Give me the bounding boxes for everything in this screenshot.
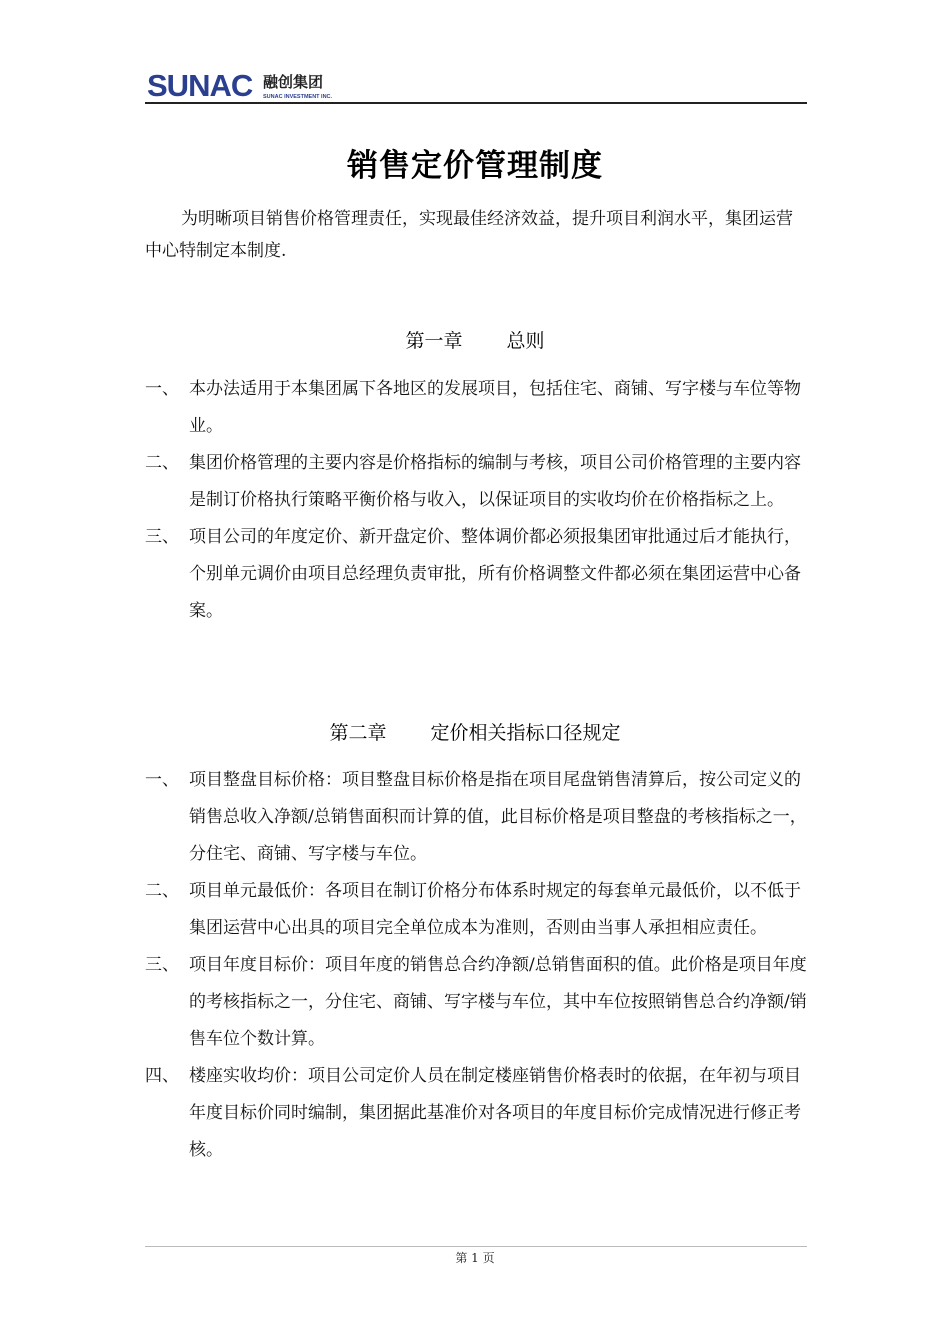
list-item: [145, 762, 807, 873]
chapter-2-items: [145, 762, 807, 1169]
page-number: 第 1 页: [455, 1251, 495, 1265]
item-number: 三、: [145, 527, 179, 547]
item-number: 四、: [145, 1066, 179, 1086]
item-text: 楼座实收均价：项目公司定价人员在制定楼座销售价格表时的依据，在年初与项目年度目标价同时编制，集团据此基准价对各项目的年度目标价完成情况进行修正考核。: [189, 1066, 801, 1160]
sunac-logo: [147, 68, 347, 102]
chapter-1-items: [145, 371, 807, 630]
svg-text:SUNAC: SUNAC: [147, 68, 253, 102]
item-text: 项目单元最低价：各项目在制订价格分布体系时规定的每套单元最低价，以不低于集团运营中心出具的项目完全单位成本为准则，否则由当事人承担相应责任。: [189, 881, 801, 938]
list-item: [145, 519, 807, 630]
svg-text:SUNAC INVESTMENT INC.: SUNAC INVESTMENT INC.: [263, 94, 333, 100]
svg-text:融创集团: 融创集团: [263, 73, 324, 91]
chapter-2-number: 第二章: [329, 722, 387, 744]
chapter-2-name: 定价相关指标口径规定: [430, 722, 621, 744]
item-number: 三、: [145, 955, 179, 975]
chapter-1-number: 第一章: [405, 330, 463, 352]
list-item: [145, 445, 807, 519]
chapter-1-name: 总则: [506, 330, 545, 352]
chapter-1-heading: [0, 326, 950, 353]
item-number: 二、: [145, 881, 179, 901]
intro-paragraph: 为明晰项目销售价格管理责任，实现最佳经济效益，提升项目利润水平，集团运营中心特制定本制度.: [145, 209, 793, 261]
list-item: [145, 947, 807, 1058]
item-number: 一、: [145, 770, 179, 790]
item-number: 一、: [145, 379, 179, 399]
item-text: 项目整盘目标价格：项目整盘目标价格是指在项目尾盘销售清算后，按公司定义的销售总收入净额/总销售面积而计算的值，此目标价格是项目整盘的考核指标之一，分住宅、商铺、写字楼与车位。: [189, 770, 807, 864]
chapter-2-heading: [0, 718, 950, 745]
item-text: 项目公司的年度定价、新开盘定价、整体调价都必须报集团审批通过后才能执行，个别单元调价由项目总经理负责审批，所有价格调整文件都必须在集团运营中心备案。: [189, 527, 801, 621]
item-number: 二、: [145, 453, 179, 473]
footer-rule: [145, 1246, 807, 1247]
header-rule: [145, 102, 807, 104]
item-text: 项目年度目标价：项目年度的销售总合约净额/总销售面积的值。此价格是项目年度的考核指标之一，分住宅、商铺、写字楼与车位，其中车位按照销售总合约净额/销售车位个数计算。: [189, 955, 807, 1049]
page-header: [145, 66, 807, 104]
document-title: 销售定价管理制度: [347, 148, 603, 184]
list-item: [145, 371, 807, 445]
list-item: [145, 1058, 807, 1169]
item-text: 本办法适用于本集团属下各地区的发展项目，包括住宅、商铺、写字楼与车位等物业。: [189, 379, 801, 436]
list-item: [145, 873, 807, 947]
item-text: 集团价格管理的主要内容是价格指标的编制与考核，项目公司价格管理的主要内容是制订价格执行策略平衡价格与收入，以保证项目的实收均价在价格指标之上。: [189, 453, 801, 510]
